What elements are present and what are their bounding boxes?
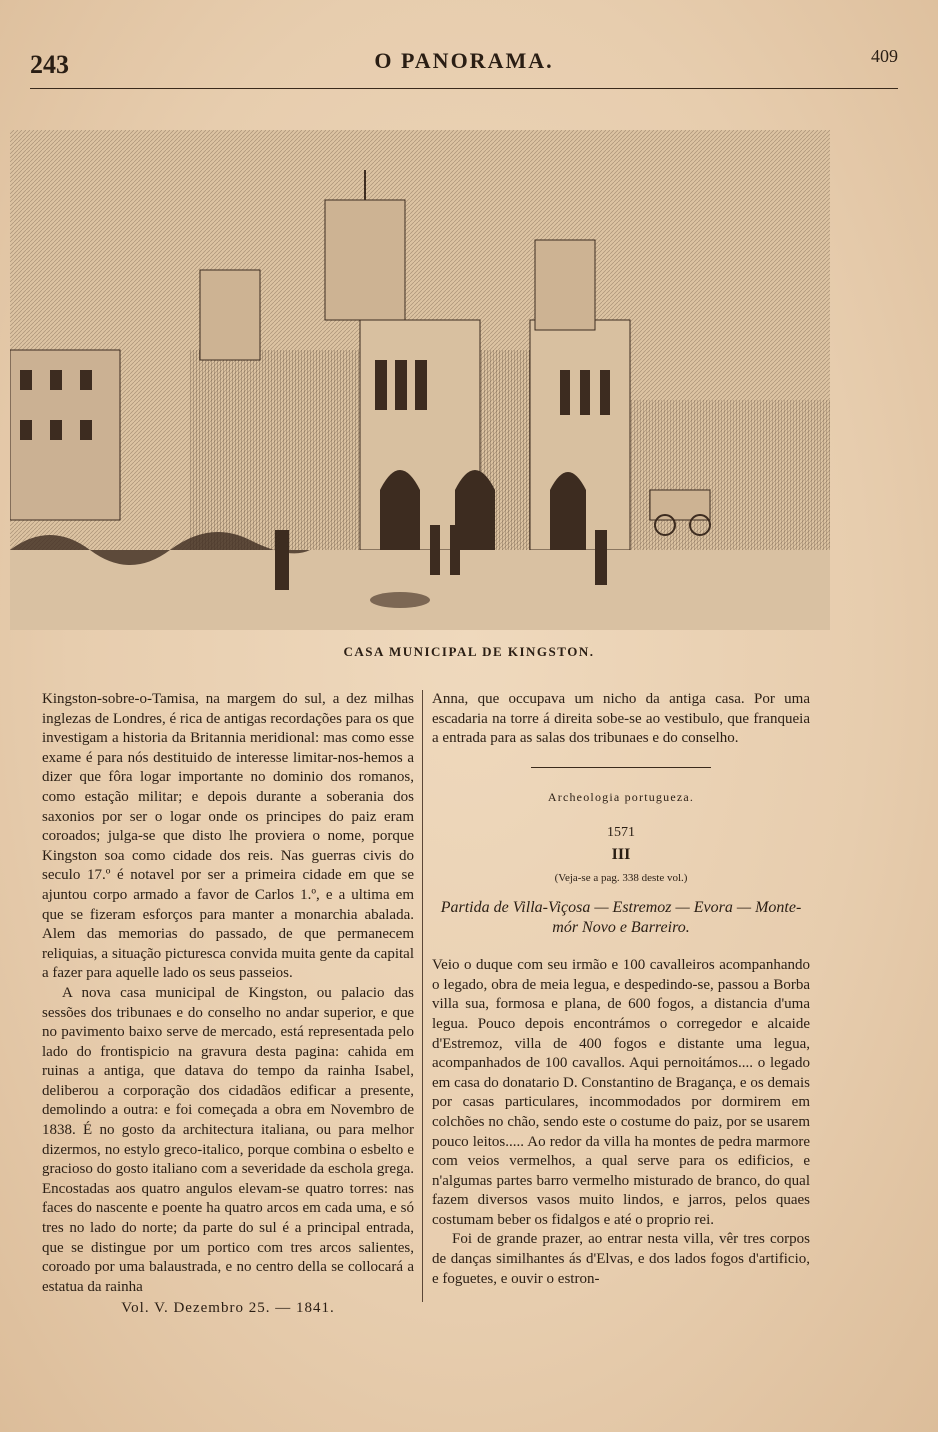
header-rule	[30, 88, 898, 89]
page-number-right: 409	[871, 46, 898, 66]
page-number-left: 243	[30, 50, 69, 79]
issue-footer: Vol. V. Dezembro 25. — 1841.	[121, 1300, 335, 1317]
paragraph-arrival: Foi de grande prazer, ao entrar nesta villa, vêr tres corpos de danças similhantes ás d'Elvas, e dos lados fogos d'artificio, e foguetes, e ouvir o estron-	[432, 1231, 810, 1287]
column-divider	[422, 690, 423, 1302]
section-subtitle: Partida de Villa-Viçosa — Estremoz — Evora — Monte-mór Novo e Barreiro.	[440, 899, 802, 937]
engraving-town-hall	[10, 130, 830, 630]
right-column	[432, 690, 810, 1289]
paragraph-continuation: Anna, que occupava um nicho da antiga casa. Por uma escadaria na torre á direita sobe-se ao vestibulo, que franqueia a entrada para as salas dos tribunaes e do conselho.	[432, 691, 810, 747]
illustration-caption: CASA MUNICIPAL DE KINGSTON.	[343, 644, 595, 659]
page-header	[30, 44, 898, 84]
section-title: Archeologia portugueza.	[547, 789, 695, 804]
section-note: (Veja-se a pag. 338 deste vol.)	[554, 871, 688, 884]
paragraph-journey: Veio o duque com seu irmão e 100 cavalleiros acompanhando o legado, obra de meia legua, e despedindo-se, passou a Borba villa sua, formosa e plana, de 600 fogos, a distancia d'uma legua. Pouco depois encontrámos o corregedor e alcaide d'Estremoz, villa de 400 fogos e distante uma legua, acompanhados de 100 cavallos. Aqui pernoitámos.... o legado em casa do donatario D. Constantino de Bragança, e os demais por casas particulares, incommodados por dormirem em colchões no chão, sendo este o costume do paiz, por se usarem pouco leitos..... Ao redor da villa ha montes de pedra marmore com veios vermelhos, a qual serve para os edificios, e n'algumas partes barro vermelho misturado de branco, do qual fazem diversos vasos muito lindos, e jarros, pelos quaes costumam beber os fidalgos e até o proprio rei.	[432, 957, 810, 1228]
section-numeral: III	[611, 845, 631, 863]
engraving-image	[10, 130, 830, 630]
section-year: 1571	[607, 825, 635, 841]
paragraph-kingston-intro: Kingston-sobre-o-Tamisa, na margem do sul, a dez milhas inglezas de Londres, é rica de antigas recordações para os que investigam a historia da Britannia meridional: mas como esse exame é para nós destituido de interesse limitar-nos-hemos a dizer que fôra logar importante no dominio dos romanos, como estação militar; e depois durante a soberania dos saxonios por ser o logar onde os principes do paiz eram coroados; julga-se que disto lhe proviera o nome, porque Kingston soa como cidade dos reis. Nas guerras civis do seculo 17.º é notavel por ser a primeira cidade em que se ajuntou corpo armado a favor de Carlos 1.º, e a ultima em que se fizeram esforços para manter a monarchia abalada. Alem das memorias do passado, de que permanecem reliquias, a situação picturesca convida muita gente da capital a fazer para aquelle lado os seus passeios.	[42, 691, 414, 982]
section-rule	[531, 767, 711, 768]
left-column	[42, 690, 414, 1319]
paragraph-town-hall: A nova casa municipal de Kingston, ou palacio das sessões dos tribunaes e do conselho no andar superior, e que no pavimento baixo serve de mercado, está representada pelo lado do frontispicio na gravura desta pagina: cahida em ruinas a antiga, que datava do tempo da rainha Isabel, deliberou a corporação dos cidadãos edificar a presente, demolindo a outra: e foi começada a obra em Novembro de 1838. É no gosto da architectura italiana, ou para melhor dizermos, no estylo greco-italico, porque combina o esbelto e gracioso do gosto italiano com a severidade da eschola grega. Encostadas aos quatro angulos elevam-se quatro torres: nas faces do nascente e poente ha quatro arcos em cada uma, e só tres no lado do norte; da parte do sul é a principal entrada, que se distingue por um portico com tres arcos salientes, coroado por uma balaustrada, e no centro della se collocará a estatua da rainha	[42, 984, 414, 1295]
masthead-title: O PANORAMA.	[374, 48, 554, 73]
